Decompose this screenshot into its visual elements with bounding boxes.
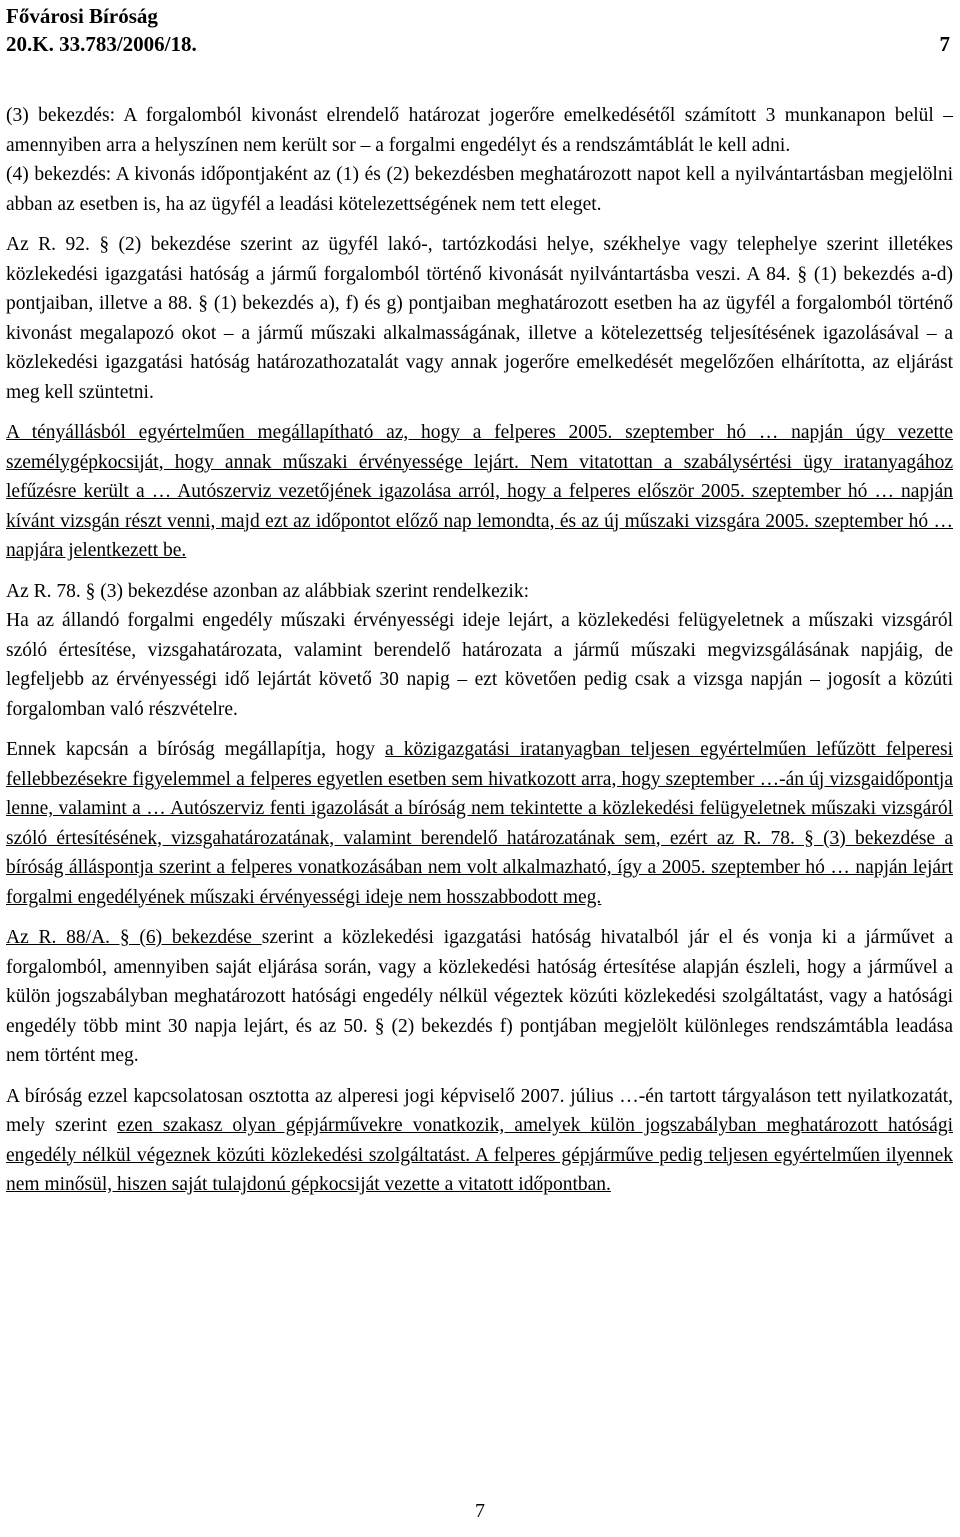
underlined-text: A tényállásból egyértelműen megállapítható az, hogy a felperes 2005. szeptember hó … napján úgy vezette személygépkocsiját, hogy annak műszaki érvényessége lejárt. Nem vitatottan a szabálysértési ügy iratanyagához lefűzésre került a … Autószerviz vezetőjének igazolása arról, hogy a felperes először 2005. szeptember hó … napján kívánt vizsgán részt venni, majd ezt az időpontot előző nap lemondta, és az új műszaki vizsgára 2005. szeptember hó … napjára jelentkezett be.	[6, 422, 953, 561]
paragraph	[6, 101, 953, 160]
paragraph	[6, 1082, 953, 1200]
text-run: Az R. 78. § (3) bekezdése azonban az alábbiak szerint rendelkezik:	[6, 580, 530, 602]
underlined-text: a közigazgatási iratanyagban teljesen egyértelműen lefűzött felperesi fellebbezésekre figyelemmel a felperes egyetlen esetben sem hivatkozott arra, hogy szeptember …-án új vizsgaidőpontja lenne, valamint a … Autószerviz fenti igazolását a bíróság nem tekintette a közlekedési felügyeletnek műszaki vizsgáról szóló értesítésének, vizsgahatározatának, valamint berendelő határozatának sem, ezért az R. 78. § (3) bekezdése a bíróság álláspontja szerint a felperes vonatkozásában nem volt alkalmazható, így a 2005. szeptember hó … napján lejárt forgalmi engedélyének műszaki érvényességi ideje nem hosszabbodott meg.	[6, 739, 953, 908]
text-run: Az R. 92. § (2) bekezdése szerint az ügyfél lakó-, tartózkodási helye, székhelye vagy telephelye szerint illetékes közlekedési igazgatási hatóság a jármű forgalomból történő kivonását nyilvántartásba veszi. A 84. § (1) bekezdés a-d) pontjaiban, illetve a 88. § (1) bekezdés a), f) és g) pontjaiban meghatározott esetben ha az ügyfél a forgalomból történő kivonást megalapozó okot – a jármű műszaki alkalmasságának, illetve a kötelezettség teljesítésének igazolásával – a közlekedési igazgatási hatóság határozathozatalát vagy annak jogerőre emelkedését megelőzően elhárította, az eljárást meg kell szüntetni.	[6, 234, 953, 403]
text-run: szerint a közlekedési igazgatási hatóság hivatalból jár el és vonja ki a járművet a forgalomból, amennyiben saját eljárása során, vagy a közlekedési hatóság értesítése alapján észleli, hogy a járművel a külön jogszabályban meghatározott hatósági engedély nélkül végeztek közúti közlekedési szolgáltatást, vagy a hatósági engedély több mint 30 napja lejárt, és az 50. § (2) bekezdés f) pontjában megjelölt különleges rendszámtábla leadása nem történt meg.	[6, 927, 953, 1066]
case-number: 20.K. 33.783/2006/18.	[6, 32, 197, 56]
footer-page-number: 7	[475, 1500, 485, 1522]
underlined-text: ezen szakasz olyan gépjárművekre vonatkozik, amelyek külön jogszabályban meghatározott hatósági engedély nélkül végeznek közúti közlekedési szolgáltatást. A felperes gépjárműve pedig teljesen egyértelműen ilyennek nem minősül, hiszen saját tulajdonú gépkocsiját vezette a vitatott időpontban.	[6, 1115, 954, 1195]
text-run: (4) bekezdés: A kivonás időpontjaként az (1) és (2) bekezdésben meghatározott napot kell a nyilvántartásban megjelölni abban az esetben is, ha az ügyfél a leadási kötelezettségének nem tett eleget.	[6, 164, 953, 215]
document-header	[6, 2, 197, 58]
document-body	[6, 101, 953, 1200]
header-page-number: 7	[939, 32, 950, 56]
paragraph	[6, 606, 953, 724]
paragraph	[6, 735, 953, 912]
paragraph	[6, 230, 953, 407]
paragraph	[6, 577, 953, 607]
text-run: Ennek kapcsán a bíróság megállapítja, hogy	[6, 739, 386, 760]
paragraph	[6, 160, 953, 219]
text-run: Ha az állandó forgalmi engedély műszaki érvényességi ideje lejárt, a közlekedési felügyeletnek a műszaki vizsgáról szóló értesítése, vizsgahatározata, valamint berendelő határozata a jármű műszaki megvizsgálásának napjáig, de legfeljebb az érvényességi idő lejártát követő 30 napig – ezt követően pedig csak a vizsga napján – jogosít a közúti forgalomban való részvételre.	[6, 610, 953, 720]
paragraph	[6, 418, 953, 566]
text-run: A bíróság ezzel kapcsolatosan osztotta az alperesi jogi képviselő 2007. július …-én tartott tárgyaláson tett nyilatkozatát, mely szerint	[6, 1085, 953, 1136]
paragraph	[6, 923, 953, 1071]
text-run: (3) bekezdés: A forgalomból kivonást elrendelő határozat jogerőre emelkedésétől számított 3 munkanapon belül – amennyiben arra a helyszínen nem került sor – a forgalmi engedélyt és a rendszámtáblát le kell adni.	[6, 105, 953, 156]
underlined-text: Az R. 88/A. § (6) bekezdése	[6, 927, 262, 948]
court-name: Fővárosi Bíróság	[6, 4, 158, 28]
